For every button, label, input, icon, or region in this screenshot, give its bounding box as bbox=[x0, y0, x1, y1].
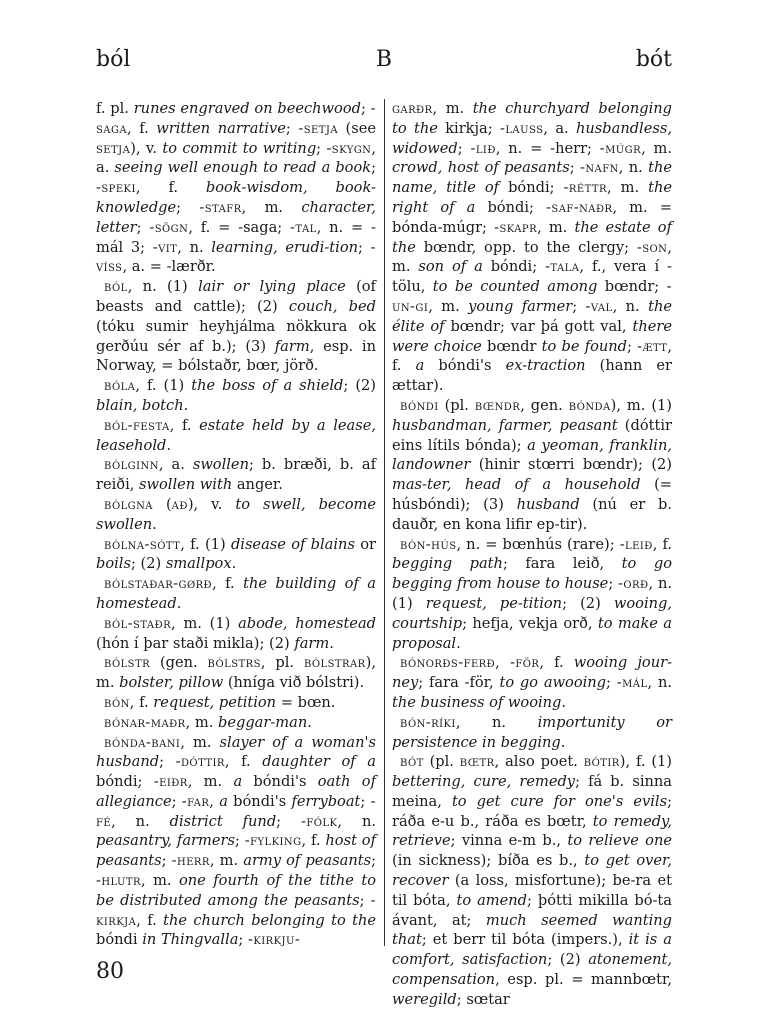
dictionary-entry: bólstaðar-gørð, f. the building of a homestead. bbox=[96, 575, 376, 612]
dictionary-entry: ból, n. (1) lair or lying place (of beasts and cattle); (2) couch, bed (tóku sumir heyhjálma nökkura ok gerðúu sér af b.); (3) farm, esp. in Norway, = bólstaðr, bœr, jörð. bbox=[96, 278, 377, 375]
running-head-letter: B bbox=[375, 47, 393, 72]
running-head-right: bót bbox=[635, 47, 672, 72]
left-column bbox=[96, 99, 376, 950]
dictionary-entry: bólna-sótt, f. (1) disease of blains or boils; (2) smallpox. bbox=[96, 535, 376, 573]
right-column bbox=[392, 99, 672, 1010]
dictionary-entry: garðr, m. the churchyard belonging to the kirkja; -lauss, a. husbandless, widowed; -lið, n. = -herr; -múgr, m. crowd, host of peasants; -nafn, n. the name, title of bóndi; -réttr, m. the right of a bóndi; -saf-naðr, m. = bónda-múgr; -skapr, m. the estate of the bœndr, opp. to the clergy; -son, m. son of a bóndi; -tala, f., vera í -tölu, to be counted among bœndr; -un-gi, m. young farmer; -val, n. the élite of bœndr; var þá gott val, there were choice bœndr to be found; -ætt, f. a bóndi's ex-traction (hann er ættar). bbox=[392, 100, 673, 395]
dictionary-entry: bóndi (pl. bœndr, gen. bónda), m. (1) husbandman, farmer, peasant (dóttir eins lítils bónda); a yeoman, franklin, landowner (hinir stœrri bœndr); (2) mas-ter, head of a household (= húsbóndi); (3) husband (nú er b. dauðr, en kona lifir ep-tir). bbox=[392, 396, 673, 533]
column-rule bbox=[384, 99, 385, 946]
dictionary-entry: bón-ríki, n. importunity or persistence in begging. bbox=[392, 713, 672, 751]
dictionary-entry: bólgna (að), v. to swell, become swollen. bbox=[96, 495, 377, 533]
dictionary-entry: bónorðs-ferð, -för, f. wooing jour-ney; fara -för, to go awooing; -mál, n. the business of wooing. bbox=[392, 654, 673, 711]
dictionary-entry: bólstr (gen. bólstrs, pl. bólstrar), m. bolster, pillow (hníga við bólstri). bbox=[96, 654, 376, 692]
dictionary-entry: ból-festa, f. estate held by a lease, leasehold. bbox=[96, 416, 377, 454]
dictionary-entry: ból-staðr, m. (1) abode, homestead (hón í þar staði mikla); (2) farm. bbox=[96, 614, 376, 652]
dictionary-entry: bólginn, a. swollen; b. bræði, b. af reiði, swollen with anger. bbox=[96, 456, 376, 494]
dictionary-entry: bón-hús, n. = bœnhús (rare); -leið, f. begging path; fara leið, to go begging from house to house; -orð, n. (1) request, pe-tition; (2) wooing, courtship; hefja, vekja orð, to make a proposal. bbox=[392, 535, 673, 652]
page-number: 80 bbox=[96, 959, 124, 984]
dictionary-entry: bót (pl. bœtr, also poet. bótir), f. (1) bettering, cure, remedy; fá b. sinna meina, to get cure for one's evils; ráða e-u b., ráða es bœtr, to remedy, retrieve; vinna e-m b., to relieve one (in sickness); bíða es b., to get over, recover (a loss, misfortune); be-ra et til bóta, to amend; þótti mikilla bó-ta ávant, at; much seemed wanting that; et berr til bóta (impers.), it is a comfort, satisfaction; (2) atonement, compensation, esp. pl. = mannbœtr, weregild; sœtar bbox=[392, 753, 672, 1008]
dictionary-entry: bóla, f. (1) the boss of a shield; (2) blain, botch. bbox=[96, 377, 376, 414]
dictionary-entry: bónar-maðr, m. beggar-man. bbox=[104, 713, 312, 731]
dictionary-entry: f. pl. runes engraved on beechwood; -saga, f. written narrative; -setja (see setja), v. to commit to writing; -skygn, a. seeing well enough to read a book; -speki, f. book-wisdom, book-knowledge; -stafr, m. character, letter; -sögn, f. = -saga; -tal, n. = -mál 3; -vit, n. learning, erudi-tion; -víss, a. = -lærðr. bbox=[96, 100, 377, 276]
dictionary-entry: bónda-bani, m. slayer of a woman's husband; -dóttir, f. daughter of a bóndi; -eiðr, m. a bóndi's oath of allegiance; -far, a bóndi's ferryboat; -fé, n. district fund; -fólk, n. peasantry, farmers; -fylking, f. host of peasants; -herr, m. army of peasants; -hlutr, m. one fourth of the tithe to be distributed among the peasants; -kirkja, f. the church belonging to the bóndi in Thingvalla; -kirkju- bbox=[96, 733, 376, 949]
dictionary-entry: bón, f. request, petition = bœn. bbox=[104, 693, 336, 711]
running-head-left: ból bbox=[96, 47, 131, 72]
